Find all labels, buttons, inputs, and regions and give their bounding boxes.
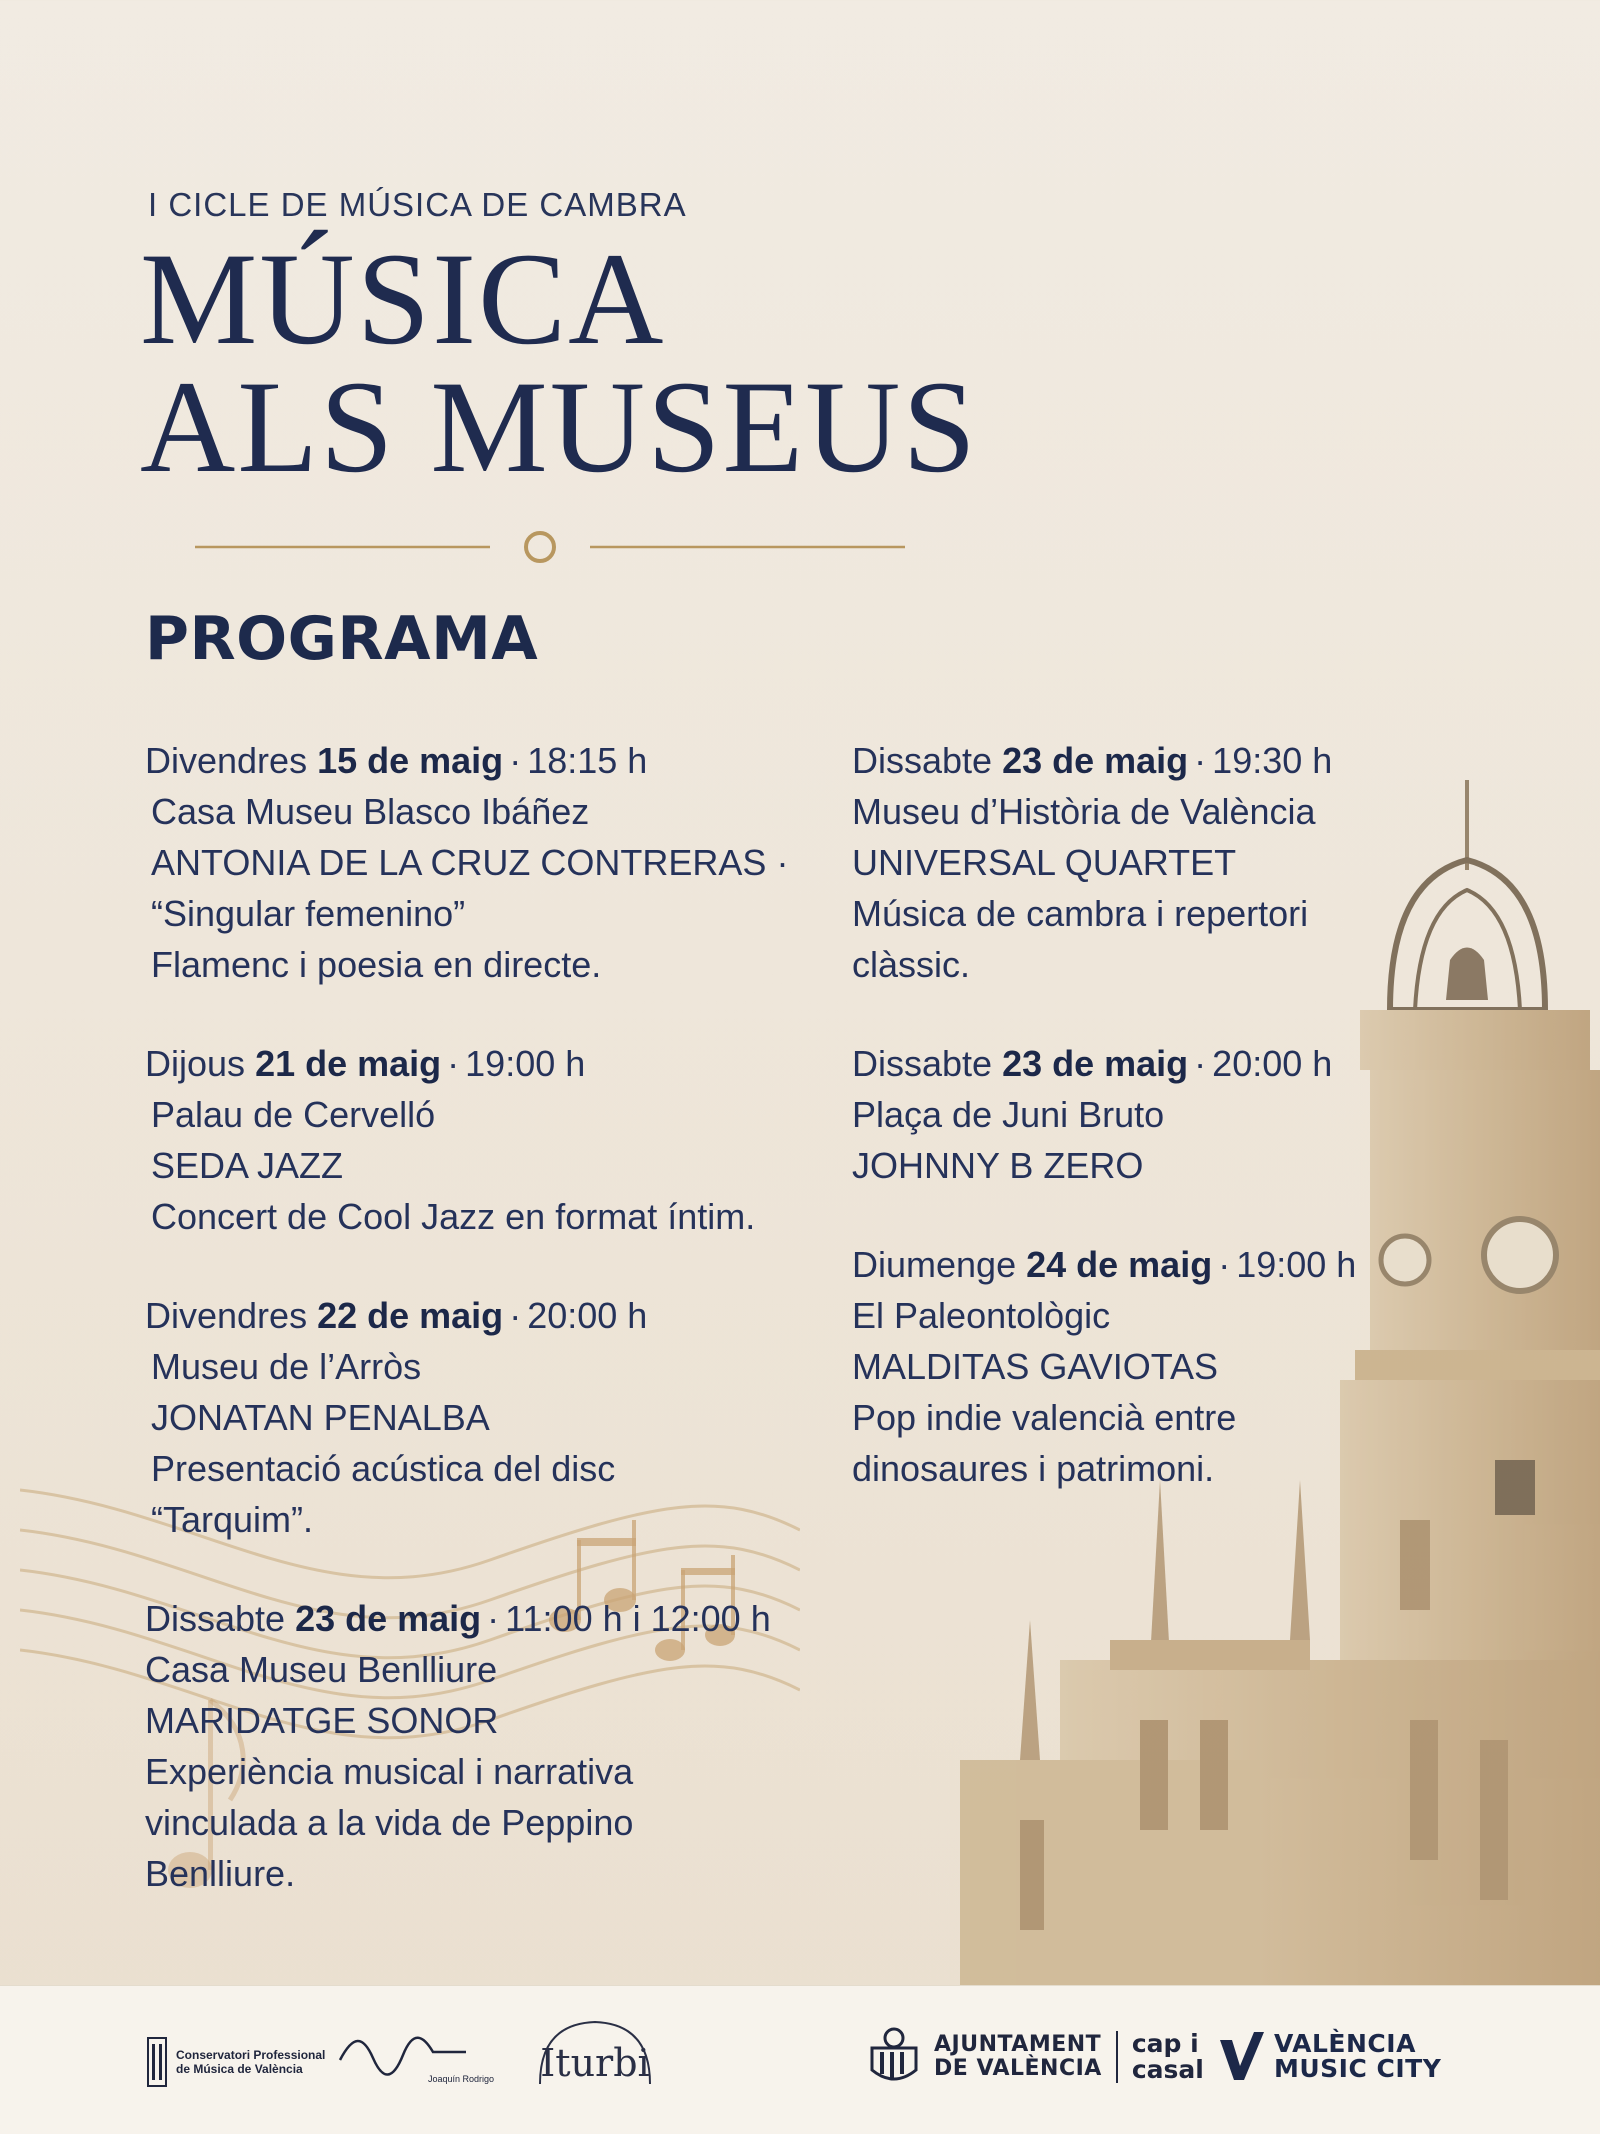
event-venue: Museu de l’Arròs (151, 1346, 422, 1387)
event-time: 19:00 h (465, 1043, 586, 1084)
conservatori-name-line2: de Música de València (176, 2062, 303, 2076)
event-detail: Pop indie valencià entre (852, 1397, 1237, 1438)
event-detail: JOHNNY B ZERO (852, 1145, 1144, 1186)
event-detail: “Singular femenino” (151, 893, 466, 934)
joaquin-rodrigo-logo (338, 2026, 494, 2084)
ajuntament-line2: DE VALÈNCIA (934, 2056, 1102, 2081)
program-event (145, 1593, 845, 1899)
event-day: Divendres (145, 1295, 308, 1336)
event-venue: Casa Museu Blasco Ibáñez (151, 791, 590, 832)
event-detail: “Tarquim”. (151, 1499, 314, 1540)
event-time: 18:15 h (527, 740, 648, 781)
separator-dot: · (1194, 740, 1207, 781)
separator-dot: · (487, 1598, 500, 1639)
event-detail: MALDITAS GAVIOTAS (852, 1346, 1219, 1387)
program-column-left (145, 735, 845, 1947)
program-heading: PROGRAMA (145, 604, 539, 674)
separator-dot: · (509, 740, 522, 781)
event-time: 20:00 h (1212, 1043, 1333, 1084)
rodrigo-caption: Joaquín Rodrigo (428, 2074, 495, 2084)
poster-title (140, 225, 978, 500)
event-venue: Casa Museu Benlliure (145, 1649, 498, 1690)
program-column-right (852, 735, 1552, 1542)
event-day: Dissabte (852, 740, 993, 781)
iturbi-text: Iturbi (540, 2041, 650, 2085)
event-datetime (852, 1038, 1552, 1089)
program-event (145, 735, 845, 990)
valencia-shield-icon (146, 2036, 168, 2088)
event-venue: El Paleontològic (852, 1295, 1111, 1336)
sponsor-footer (0, 1985, 1600, 2134)
event-detail: Presentació acústica del disc (151, 1448, 616, 1489)
title-line-1: MÚSICA (140, 225, 666, 372)
title-line-2: ALS MUSEUS (140, 353, 978, 500)
checkmark-v-icon (1218, 2030, 1264, 2082)
event-date: 22 de maig (317, 1295, 504, 1336)
event-day: Dissabte (145, 1598, 286, 1639)
event-date: 24 de maig (1026, 1244, 1213, 1285)
event-detail: JONATAN PENALBA (151, 1397, 490, 1438)
event-venue: Plaça de Juni Bruto (852, 1094, 1165, 1135)
separator-dot: · (1194, 1043, 1207, 1084)
event-date: 23 de maig (1002, 740, 1189, 781)
event-time: 11:00 h i 12:00 h (505, 1598, 771, 1639)
logo-divider (1116, 2031, 1118, 2083)
event-day: Dissabte (852, 1043, 993, 1084)
program-event (852, 735, 1552, 990)
program-event (145, 1290, 845, 1545)
iturbi-logo (530, 2014, 660, 2094)
event-detail: Flamenc i poesia en directe. (151, 944, 602, 985)
event-detail: dinosaures i patrimoni. (852, 1448, 1215, 1489)
separator-dot: · (509, 1295, 522, 1336)
event-datetime (145, 1290, 845, 1341)
event-detail: Música de cambra i repertori (852, 893, 1309, 934)
event-time: 19:00 h (1236, 1244, 1357, 1285)
event-venue: Palau de Cervelló (151, 1094, 436, 1135)
city-coat-of-arms-icon (866, 2026, 922, 2088)
event-detail: UNIVERSAL QUARTET (852, 842, 1237, 883)
event-datetime (852, 735, 1552, 786)
event-day: Dijous (145, 1043, 246, 1084)
event-date: 23 de maig (295, 1598, 482, 1639)
event-time: 20:00 h (527, 1295, 648, 1336)
event-detail: Experiència musical i narrativa (145, 1751, 634, 1792)
iturbi-arch-icon (530, 2014, 660, 2094)
cap-i-casal-line1: cap i (1131, 2029, 1199, 2058)
event-detail: clàssic. (852, 944, 971, 985)
separator-dot: · (447, 1043, 460, 1084)
event-detail: vinculada a la vida de Peppino (145, 1802, 634, 1843)
event-venue: Museu d’Història de València (852, 791, 1316, 832)
event-detail: SEDA JAZZ (151, 1145, 344, 1186)
conservatori-logo (146, 2036, 325, 2088)
event-datetime (145, 1593, 845, 1644)
event-date: 15 de maig (317, 740, 504, 781)
program-event (852, 1038, 1552, 1191)
program-event (145, 1038, 845, 1242)
title-divider-ornament (195, 527, 905, 567)
event-detail: Concert de Cool Jazz en format íntim. (151, 1196, 756, 1237)
valencia-music-city-logo (1218, 2030, 1441, 2082)
signature-wave-icon (338, 2030, 468, 2080)
event-date: 21 de maig (255, 1043, 442, 1084)
event-datetime (145, 735, 845, 786)
event-detail: ANTONIA DE LA CRUZ CONTRERAS · (151, 842, 789, 883)
event-date: 23 de maig (1002, 1043, 1189, 1084)
event-detail: MARIDATGE SONOR (145, 1700, 499, 1741)
conservatori-name-line1: Conservatori Professional (176, 2048, 326, 2062)
vmc-line1: VALÈNCIA (1274, 2029, 1416, 2058)
vmc-line2: MUSIC CITY (1274, 2054, 1442, 2083)
event-time: 19:30 h (1212, 740, 1333, 781)
event-day: Divendres (145, 740, 308, 781)
cycle-kicker: I CICLE DE MÚSICA DE CAMBRA (148, 186, 687, 223)
ajuntament-line1: AJUNTAMENT (934, 2032, 1102, 2057)
separator-dot: · (1218, 1244, 1231, 1285)
ajuntament-logo (866, 2026, 1204, 2088)
event-day: Diumenge (852, 1244, 1017, 1285)
event-datetime (145, 1038, 845, 1089)
event-datetime (852, 1239, 1552, 1290)
program-event (852, 1239, 1552, 1494)
cap-i-casal-line2: casal (1131, 2055, 1204, 2084)
event-detail: Benlliure. (145, 1853, 296, 1894)
